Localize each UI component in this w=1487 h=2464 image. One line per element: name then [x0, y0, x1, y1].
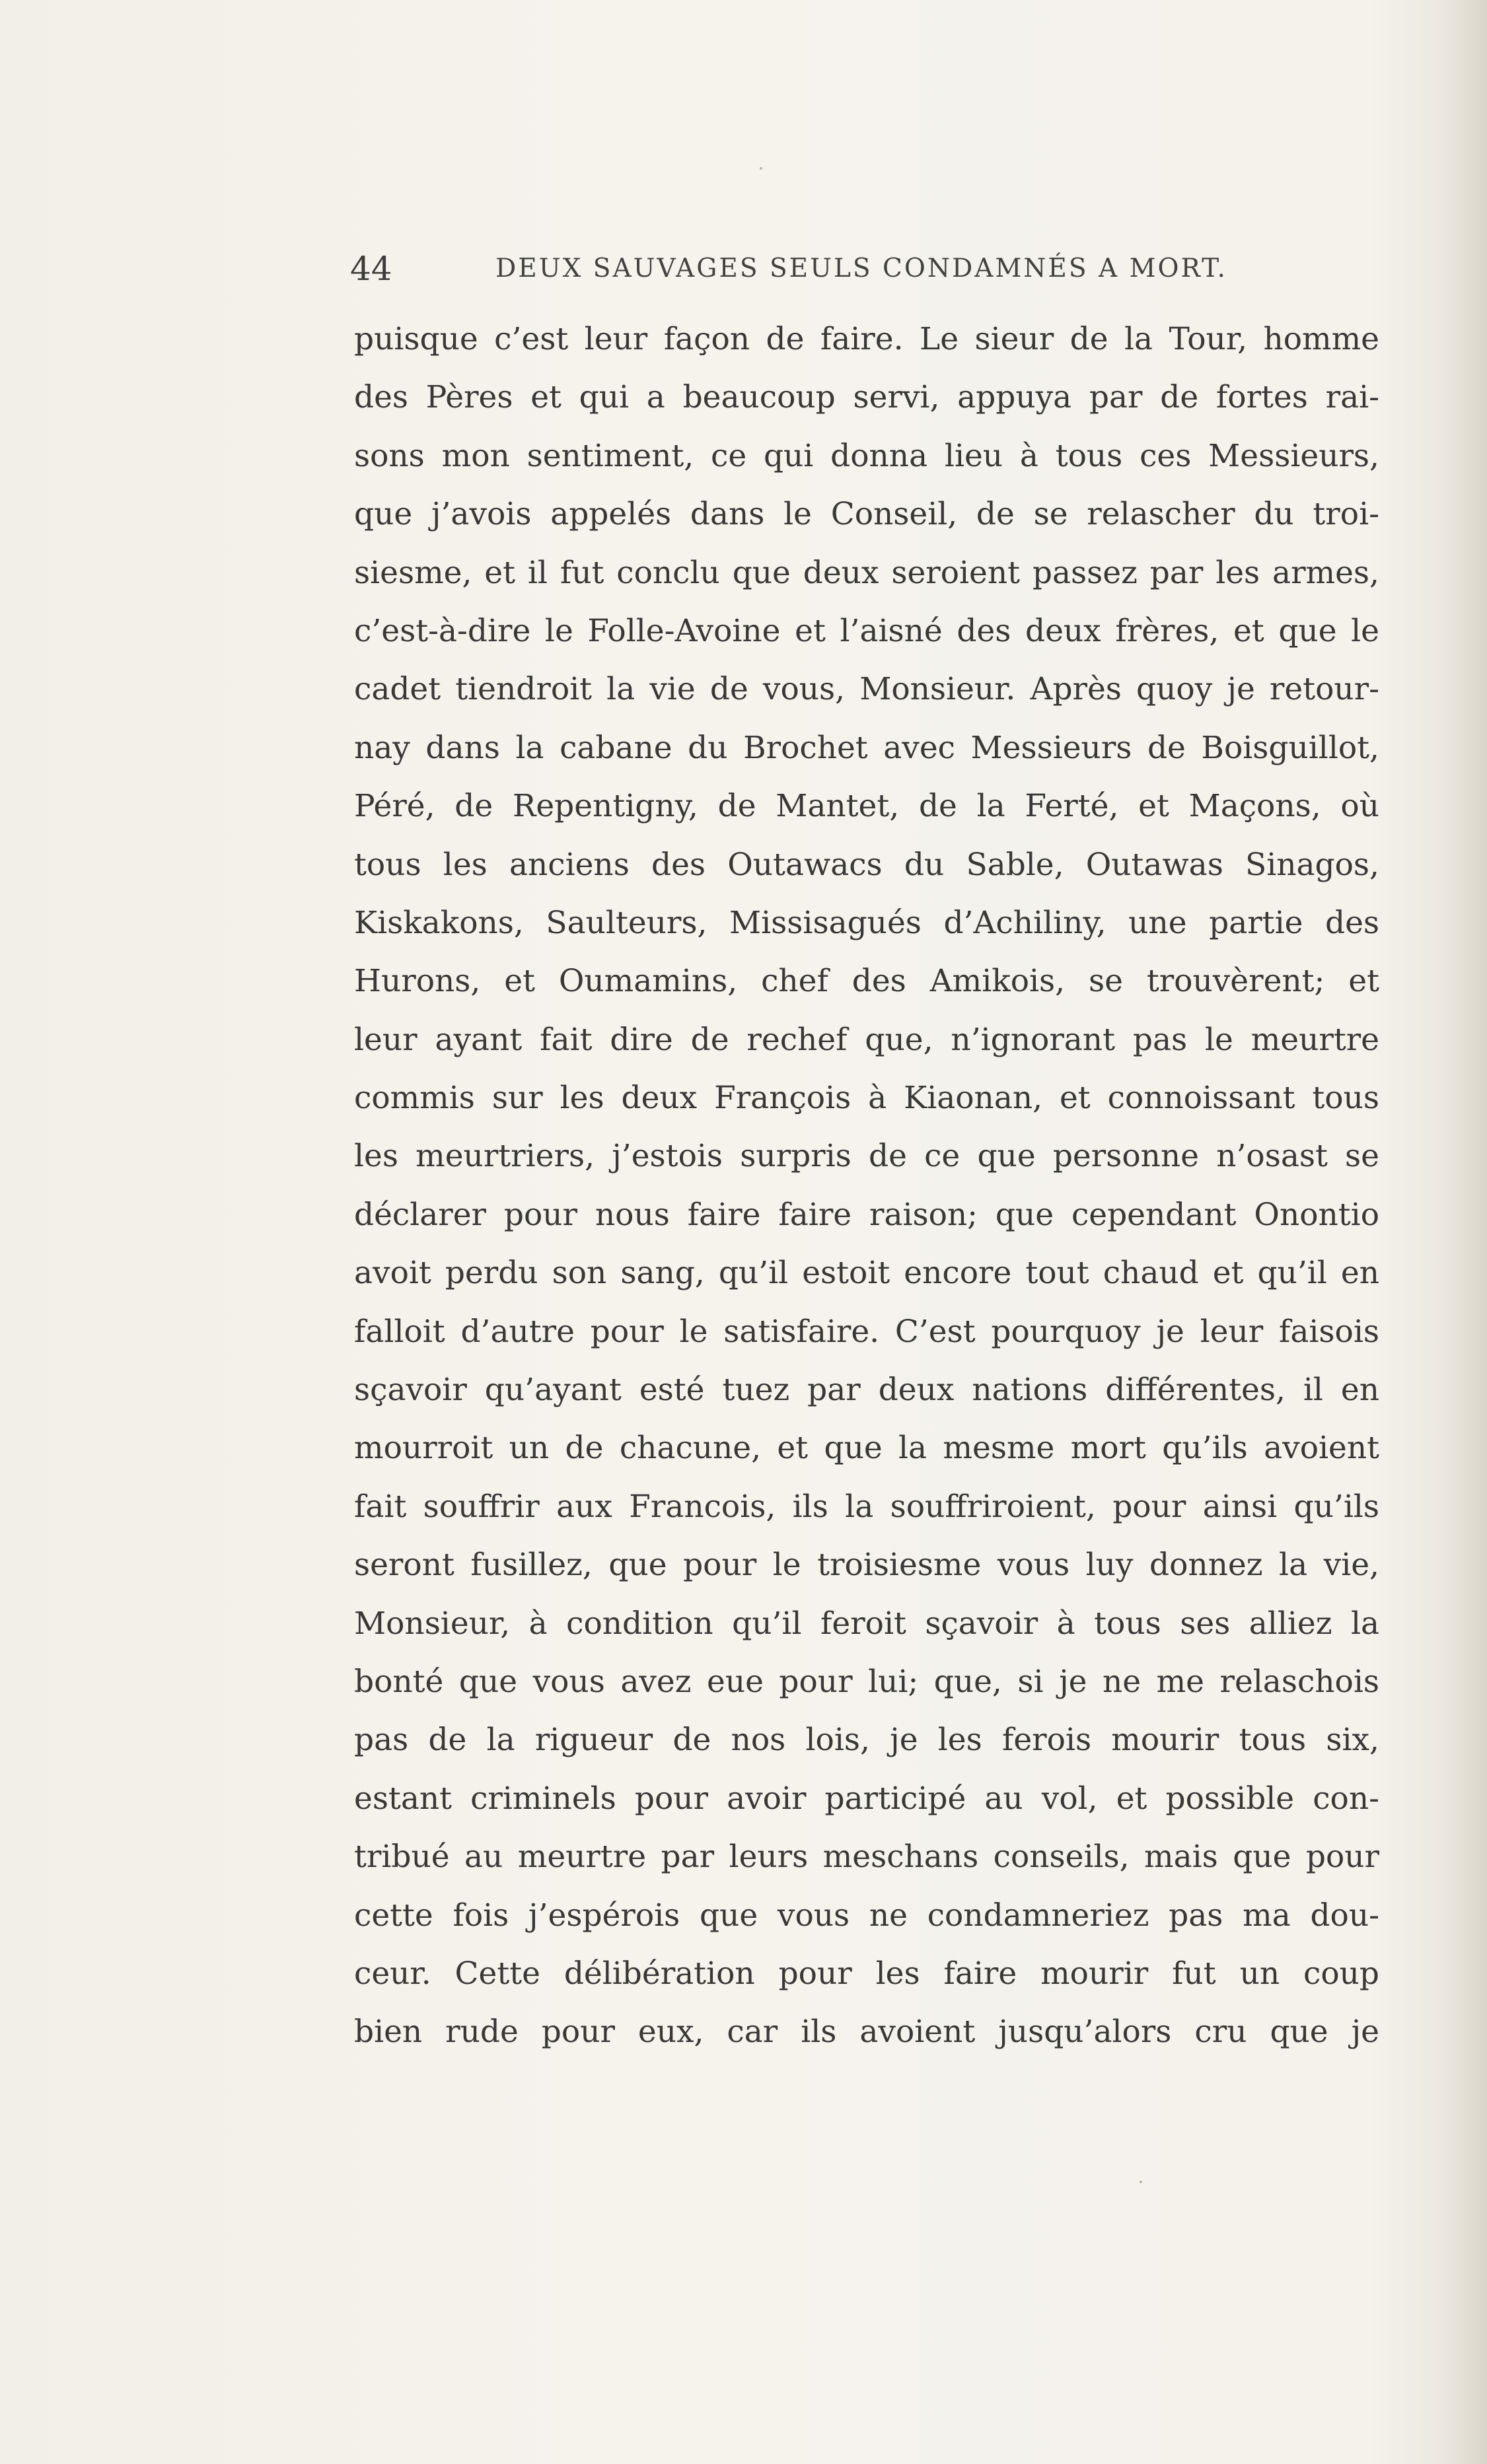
text-line: déclarer pour nous faire faire raison; que cependant Onontio — [354, 1196, 1379, 1233]
text-line: avoit perdu son sang, qu’il estoit encore tout chaud et qu’il en — [354, 1255, 1379, 1292]
text-line: des Pères et qui a beaucoup servi, appuya par de fortes rai- — [354, 379, 1379, 416]
text-line: ceur. Cette délibération pour les faire mourir fut un coup — [354, 1955, 1379, 1992]
text-line: les meurtriers, j’estois surpris de ce que personne n’osast se — [354, 1138, 1379, 1175]
text-line: commis sur les deux François à Kiaonan, et connoissant tous — [354, 1080, 1379, 1117]
text-line: fait souffrir aux Francois, ils la souffriroient, pour ainsi qu’ils — [354, 1488, 1379, 1525]
text-line: pas de la rigueur de nos lois, je les ferois mourir tous six, — [354, 1722, 1379, 1759]
text-line: sçavoir qu’ayant esté tuez par deux nations différentes, il en — [354, 1372, 1379, 1409]
text-line: siesme, et il fut conclu que deux seroient passez par les armes, — [354, 554, 1379, 591]
page-header — [350, 246, 1381, 292]
paper-speck — [760, 167, 762, 170]
body-text — [354, 310, 1379, 2062]
text-line: estant criminels pour avoir participé au vol, et possible con- — [354, 1780, 1379, 1817]
text-line: que j’avois appelés dans le Conseil, de se relascher du troi- — [354, 496, 1379, 533]
text-line: seront fusillez, que pour le troisiesme vous luy donnez la vie, — [354, 1547, 1379, 1584]
running-head: DEUX SAUVAGES SEULS CONDAMNÉS A MORT. — [495, 254, 1227, 283]
text-line: tous les anciens des Outawacs du Sable, Outawas Sinagos, — [354, 846, 1379, 883]
text-line: falloit d’autre pour le satisfaire. C’est pourquoy je leur faisois — [354, 1313, 1379, 1350]
text-line: Hurons, et Oumamins, chef des Amikois, se trouvèrent; et — [354, 963, 1379, 1000]
text-line: mourroit un de chacune, et que la mesme mort qu’ils avoient — [354, 1430, 1379, 1467]
text-line: puisque c’est leur façon de faire. Le sieur de la Tour, homme — [354, 321, 1379, 357]
text-line: bien rude pour eux, car ils avoient jusqu’alors cru que je — [354, 2014, 1379, 2051]
text-line: bonté que vous avez eue pour lui; que, si je ne me relaschois — [354, 1663, 1379, 1700]
text-line: Kiskakons, Saulteurs, Missisagués d’Achiliny, une partie des — [354, 904, 1379, 941]
text-line: cadet tiendroit la vie de vous, Monsieur. Après quoy je retour- — [354, 671, 1379, 708]
page-number: 44 — [350, 250, 392, 288]
text-line: Péré, de Repentigny, de Mantet, de la Ferté, et Maçons, où — [354, 788, 1379, 825]
text-line: Monsieur, à condition qu’il feroit sçavoir à tous ses alliez la — [354, 1605, 1379, 1642]
text-line: tribué au meurtre par leurs meschans conseils, mais que pour — [354, 1839, 1379, 1876]
text-line: c’est-à-dire le Folle-Avoine et l’aisné des deux frères, et que le — [354, 612, 1379, 649]
paper-speck — [1140, 2181, 1142, 2183]
text-line: nay dans la cabane du Brochet avec Messieurs de Boisguillot, — [354, 729, 1379, 766]
text-line: sons mon sentiment, ce qui donna lieu à tous ces Messieurs, — [354, 437, 1379, 474]
text-line: cette fois j’espérois que vous ne condamneriez pas ma dou- — [354, 1897, 1379, 1934]
text-line: leur ayant fait dire de rechef que, n’ignorant pas le meurtre — [354, 1021, 1379, 1058]
